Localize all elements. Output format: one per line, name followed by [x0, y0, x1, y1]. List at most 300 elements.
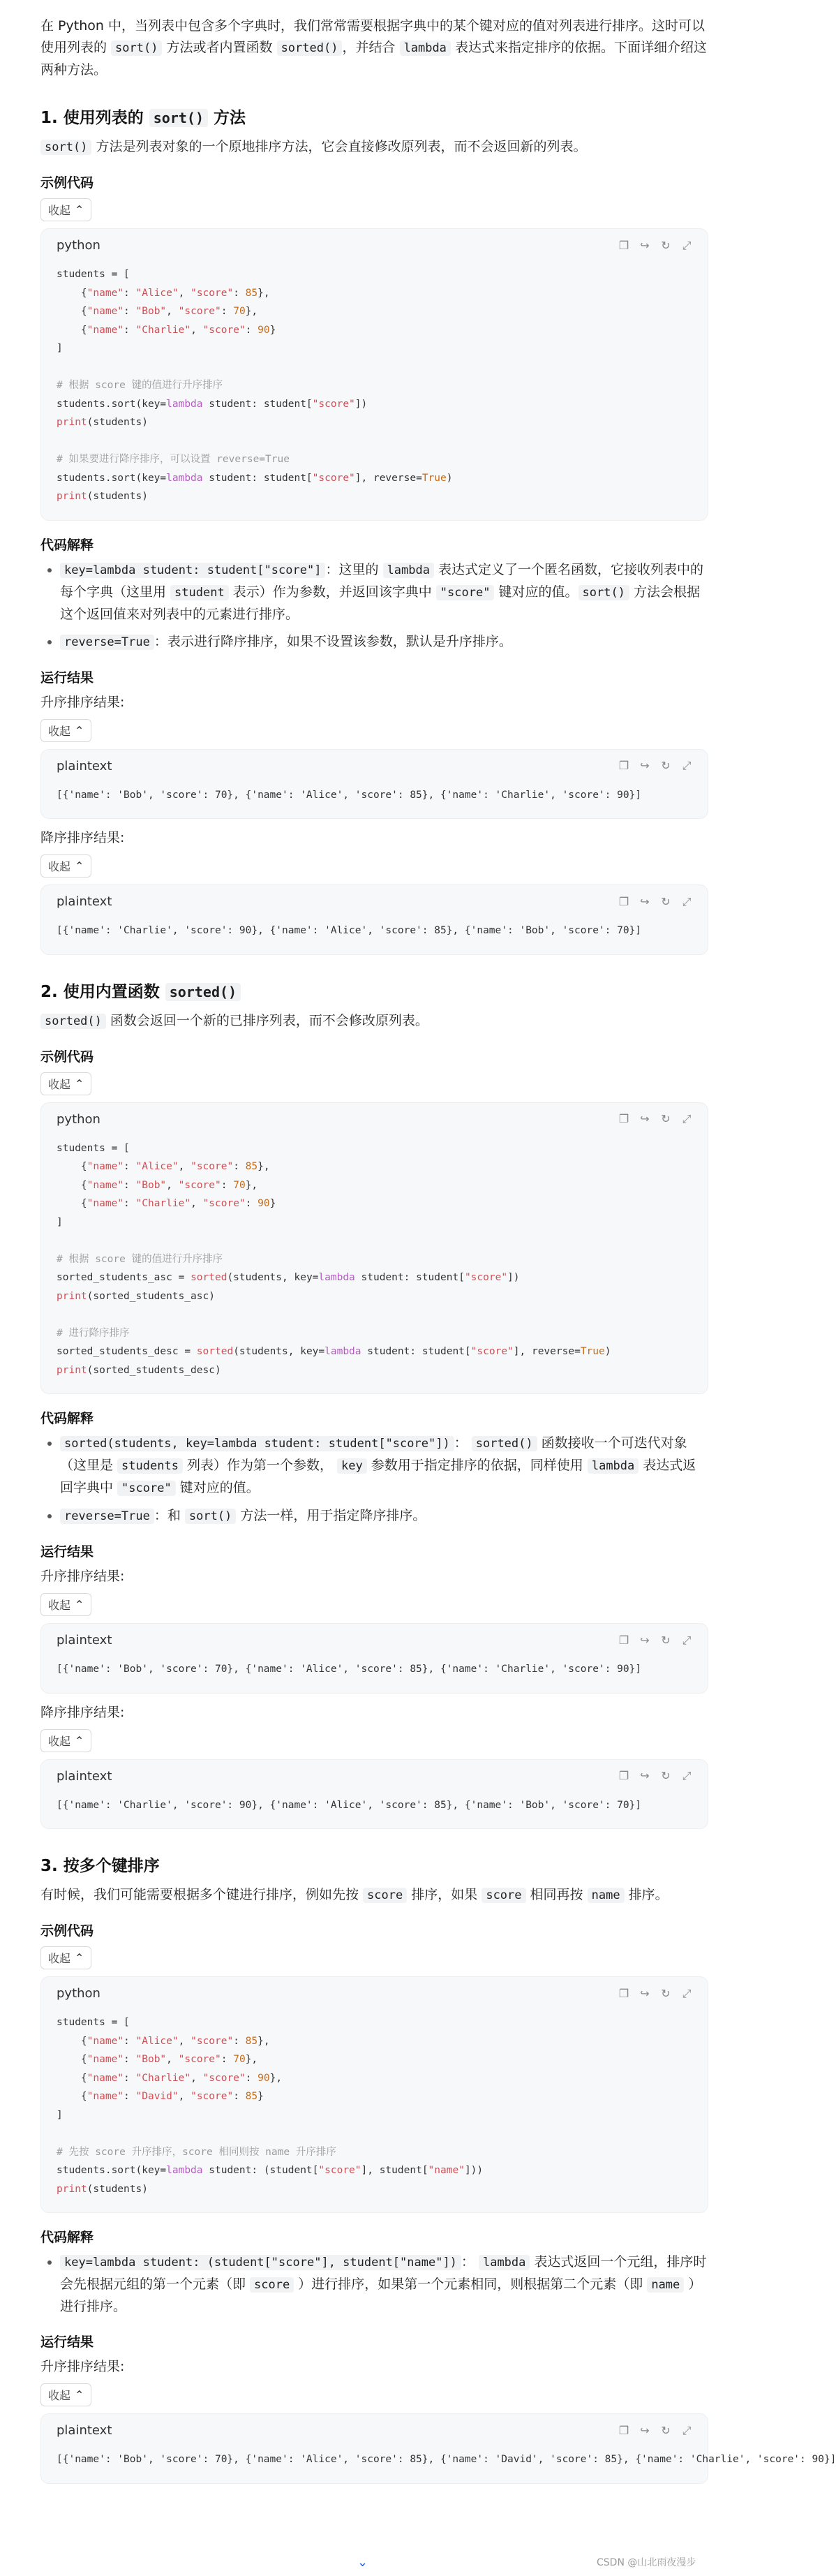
code-token: "score" — [318, 2165, 361, 2176]
output-line: [{'name': 'Bob', 'score': 70}, {'name': 'Alice', 'score': 85}, {'name': 'Charlie', 'score': 90}] — [57, 789, 642, 801]
code-line — [57, 2161, 692, 2180]
code-token: : — [245, 2072, 258, 2084]
collapse-label: 收起 — [48, 1077, 71, 1091]
inline-code: sorted() — [277, 40, 343, 56]
code-token: , — [178, 1161, 191, 1172]
code-token: }, — [257, 2035, 270, 2047]
code-token: : — [124, 2054, 136, 2065]
code-token: "score" — [178, 1179, 221, 1191]
code-line — [57, 358, 692, 377]
inline-code: sort() — [149, 109, 208, 127]
code-token: : — [245, 1198, 258, 1209]
code-content — [41, 1130, 708, 1394]
code-line — [57, 2143, 692, 2162]
code-token: : — [124, 1161, 136, 1172]
code-token: print — [57, 491, 87, 502]
run-icon[interactable]: ↻ — [661, 238, 671, 252]
text-run: 函数接收一个可迭代对象（这里是 — [60, 1435, 687, 1473]
code-token: "name" — [87, 1198, 124, 1209]
code-token: sorted — [191, 1272, 227, 1283]
collapse-button[interactable] — [40, 198, 91, 221]
code-token: ])) — [464, 2165, 484, 2176]
code-token: , — [191, 2072, 203, 2084]
code-line — [57, 450, 692, 469]
code-token: "score" — [202, 324, 246, 336]
chevron-up-icon: ⌃ — [75, 2388, 84, 2401]
text-run: ）进行排序。 — [60, 2277, 702, 2314]
code-token: 70 — [233, 2054, 246, 2065]
explain-item — [60, 1433, 708, 1500]
code-token: : — [221, 1179, 234, 1191]
code-token: }, — [269, 2072, 283, 2084]
code-token: "name" — [87, 324, 124, 336]
code-tools — [618, 1112, 692, 1126]
code-line — [57, 1176, 692, 1195]
code-token: : — [221, 2054, 234, 2065]
code-token: True — [421, 472, 447, 484]
code-line — [57, 2106, 692, 2125]
inline-code: student — [170, 585, 229, 600]
collapse-row — [40, 1945, 708, 1976]
text-run: 键对应的值。 — [175, 1480, 260, 1495]
insert-icon[interactable]: ↪ — [640, 238, 650, 252]
code-token: : — [124, 1179, 136, 1191]
code-token: print — [57, 1290, 87, 1302]
output-line: [{'name': 'Charlie', 'score': 90}, {'name': 'Alice', 'score': 85}, {'name': 'Bob', 'score': 70}] — [57, 1799, 642, 1811]
run-icon[interactable]: ↻ — [661, 1112, 671, 1125]
collapse-row — [40, 853, 708, 884]
code-language: plaintext — [57, 2423, 112, 2438]
collapse-label: 收起 — [48, 2389, 71, 2402]
collapse-label: 收起 — [48, 1599, 71, 1612]
collapse-button[interactable] — [40, 1593, 91, 1616]
explain-list — [40, 2251, 708, 2318]
run-icon[interactable]: ↻ — [661, 1769, 671, 1782]
text-run: 方法或者内置函数 — [162, 40, 277, 55]
code-token: : — [124, 1198, 136, 1209]
code-token: 85 — [245, 2091, 258, 2102]
insert-icon[interactable]: ↪ — [640, 1633, 650, 1647]
text-run: ：和 — [154, 1508, 185, 1523]
copy-icon[interactable]: ❐ — [618, 894, 629, 908]
code-tools — [618, 1769, 692, 1783]
explain-heading: 代码解释 — [40, 1411, 94, 1426]
code-token: # 根据 score 键的值进行升序排序 — [57, 380, 223, 391]
code-token: ]) — [354, 398, 368, 410]
code-language: plaintext — [57, 1768, 112, 1784]
code-line — [57, 2124, 692, 2143]
text-run: 方法是列表对象的一个原地排序方法，它会直接修改原列表，而不会返回新的列表。 — [91, 139, 587, 154]
code-token: "score" — [191, 1161, 234, 1172]
collapse-label: 收起 — [48, 860, 71, 873]
output-line: [{'name': 'Charlie', 'score': 90}, {'name': 'Alice', 'score': 85}, {'name': 'Bob', 'score': 70}] — [57, 925, 642, 936]
code-token: { — [57, 287, 87, 299]
code-token: "score" — [202, 1198, 246, 1209]
explain-heading: 代码解释 — [40, 537, 94, 553]
output-line: [{'name': 'Bob', 'score': 70}, {'name': 'Alice', 'score': 85}, {'name': 'Charlie', 'score': 90}] — [57, 1664, 642, 1675]
desc-label: 降序排序结果: — [40, 1704, 125, 1720]
code-line — [57, 2032, 692, 2051]
code-token: "Alice" — [135, 1161, 179, 1172]
code-token: : — [233, 2091, 246, 2102]
text-run: 在 Python 中，当列表中包含多个字典时，我们常常需要根据字典中的某个键对应的值对列表进行排序。这时可以使用列表的 — [40, 18, 705, 55]
code-token: ] — [57, 1216, 63, 1228]
inline-code: "score" — [436, 585, 495, 600]
code-token: 90 — [257, 324, 270, 336]
code-content — [41, 1650, 708, 1693]
asc-label: 升序排序结果: — [40, 694, 125, 710]
code-token: "name" — [87, 2072, 124, 2084]
code-token: lambda — [166, 398, 203, 410]
sections-container — [40, 105, 836, 2484]
code-line — [57, 2180, 692, 2199]
code-line — [57, 302, 692, 321]
text-run: 函数会返回一个新的已排序列表，而不会修改原列表。 — [105, 1012, 428, 1028]
run-icon[interactable]: ↻ — [661, 894, 671, 908]
code-block — [40, 749, 708, 820]
code-token: ] — [57, 2109, 63, 2121]
code-token: "name" — [87, 1179, 124, 1191]
collapse-button[interactable] — [40, 1946, 91, 1969]
inline-code: score — [250, 2277, 294, 2293]
code-tools — [618, 2424, 692, 2438]
code-token: } — [257, 2091, 264, 2102]
text-run: 排序，如果 — [407, 1887, 482, 1902]
chevron-up-icon: ⌃ — [75, 1076, 84, 1090]
code-token: "score" — [312, 398, 355, 410]
insert-icon[interactable]: ↪ — [640, 2423, 650, 2437]
code-block-header — [41, 1760, 708, 1786]
text-run: 表达式来指定排序的依据。下面详细介绍这两种方法。 — [40, 40, 707, 77]
code-token: sorted_students_asc = — [57, 1272, 191, 1283]
collapse-row — [40, 1592, 708, 1623]
collapse-button[interactable] — [40, 719, 91, 742]
code-token: lambda — [166, 472, 203, 484]
expand-icon[interactable]: ⤢ — [682, 2423, 692, 2437]
text-run: 有时候，我们可能需要根据多个键进行排序，例如先按 — [40, 1887, 364, 1902]
code-block — [40, 884, 708, 955]
collapse-label: 收起 — [48, 1734, 71, 1748]
code-token: { — [57, 1198, 87, 1209]
expand-icon[interactable]: ⤢ — [682, 1112, 692, 1125]
code-token: , — [166, 2054, 179, 2065]
code-token: sorted — [196, 1346, 234, 1357]
code-token: : — [233, 2035, 246, 2047]
code-line — [57, 487, 692, 506]
code-token: "David" — [135, 2091, 179, 2102]
collapse-row — [40, 197, 708, 228]
collapse-row — [40, 718, 708, 749]
code-token: : — [221, 306, 234, 317]
code-token: { — [57, 324, 87, 336]
code-language: python — [57, 238, 100, 253]
insert-icon[interactable]: ↪ — [640, 1986, 650, 2000]
code-token: "name" — [87, 287, 124, 299]
chevron-up-icon: ⌃ — [75, 203, 84, 216]
chevron-down-icon[interactable]: ⌄ — [357, 2555, 368, 2570]
text-run: ，并结合 — [342, 40, 400, 55]
code-token: }, — [257, 287, 270, 299]
text-run: 方法一样，用于指定降序排序。 — [236, 1508, 426, 1523]
code-token: print — [57, 1364, 87, 1376]
code-block — [40, 1759, 708, 1830]
code-language: plaintext — [57, 758, 112, 773]
collapse-button[interactable] — [40, 1072, 91, 1095]
copy-icon[interactable]: ❐ — [618, 2423, 629, 2437]
collapse-button[interactable] — [40, 1729, 91, 1752]
code-line — [57, 413, 692, 432]
code-content — [41, 256, 708, 520]
code-block-header — [41, 2414, 708, 2441]
code-token: { — [57, 2054, 87, 2065]
inline-code: name — [647, 2277, 684, 2293]
code-token: 85 — [245, 287, 258, 299]
code-token: (sorted_students_desc) — [87, 1364, 221, 1376]
expand-icon[interactable]: ⤢ — [682, 238, 692, 252]
code-token: "Bob" — [135, 2054, 167, 2065]
text-run: 参数用于指定排序的依据，同样使用 — [366, 1458, 588, 1473]
code-token: "score" — [470, 1346, 514, 1357]
asc-label: 升序排序结果: — [40, 1569, 125, 1584]
expand-icon[interactable]: ⤢ — [682, 759, 692, 772]
code-block — [40, 1102, 708, 1395]
result-heading: 运行结果 — [40, 669, 94, 686]
expand-icon[interactable]: ⤢ — [682, 1633, 692, 1647]
code-token: "name" — [428, 2165, 465, 2176]
code-token: , — [166, 306, 179, 317]
code-token: (students) — [87, 491, 148, 502]
code-tools — [618, 1634, 692, 1648]
insert-icon[interactable]: ↪ — [640, 1112, 650, 1125]
code-line — [57, 1231, 692, 1250]
explain-list — [40, 559, 708, 653]
inline-code: lambda — [400, 40, 451, 56]
text-run: ： — [454, 1435, 472, 1451]
expand-icon[interactable]: ⤢ — [682, 894, 692, 908]
collapse-label: 收起 — [48, 724, 71, 738]
code-token: "Alice" — [135, 287, 179, 299]
collapse-button[interactable] — [40, 854, 91, 878]
code-line — [57, 376, 692, 395]
code-token: , — [178, 2091, 191, 2102]
code-token: True — [580, 1346, 605, 1357]
copy-icon[interactable]: ❐ — [618, 1986, 629, 2000]
code-token: ) — [446, 472, 453, 484]
code-token: (students) — [87, 2183, 148, 2195]
section-description — [40, 1884, 708, 1907]
code-token: lambda — [324, 1346, 361, 1357]
collapse-row — [40, 1071, 708, 1102]
chevron-up-icon: ⌃ — [75, 723, 84, 737]
code-token: student: student[ — [361, 1346, 471, 1357]
inline-code: lambda — [383, 563, 434, 578]
code-token: students = [ — [57, 269, 130, 280]
copy-icon[interactable]: ❐ — [618, 759, 629, 772]
code-line — [57, 2050, 692, 2069]
code-token: # 进行降序排序 — [57, 1327, 130, 1339]
code-token: 85 — [245, 1161, 258, 1172]
explain-item — [60, 559, 708, 626]
result-heading: 运行结果 — [40, 1544, 94, 1560]
code-token: "Charlie" — [135, 2072, 191, 2084]
copy-icon[interactable]: ❐ — [618, 238, 629, 252]
code-token: : — [124, 287, 136, 299]
text-run: 表达式定义了一个匿名函数，它接收列表中的每个字典（这里用 — [60, 561, 703, 600]
code-block-header — [41, 750, 708, 776]
code-line — [57, 321, 692, 340]
inline-code: students — [117, 1458, 183, 1474]
code-token: { — [57, 1179, 87, 1191]
explain-list — [40, 1433, 708, 1527]
code-token: student: student[ — [354, 1272, 465, 1283]
code-token: "score" — [191, 2035, 234, 2047]
code-line — [57, 1250, 692, 1269]
code-tools — [618, 239, 692, 253]
section-title — [40, 1853, 708, 1876]
expand-icon[interactable]: ⤢ — [682, 1769, 692, 1782]
code-token: "score" — [202, 2072, 246, 2084]
inline-code: reverse=True — [60, 1509, 154, 1524]
inline-code: sorted(students, key=lambda student: student["score"]) — [60, 1436, 454, 1451]
chevron-up-icon: ⌃ — [75, 1598, 84, 1611]
copy-icon[interactable]: ❐ — [618, 1769, 629, 1782]
code-token: "score" — [464, 1272, 508, 1283]
code-token: students = [ — [57, 2017, 130, 2028]
code-token: (students, key= — [227, 1272, 319, 1283]
code-token: "score" — [178, 306, 221, 317]
collapse-button[interactable] — [40, 2383, 91, 2406]
explain-item — [60, 2251, 708, 2318]
code-token: "score" — [178, 2054, 221, 2065]
collapse-row — [40, 1728, 708, 1759]
code-token: "score" — [191, 287, 234, 299]
code-token: "Alice" — [135, 2035, 179, 2047]
example-heading: 示例代码 — [40, 1049, 94, 1065]
code-token: student: student[ — [202, 398, 313, 410]
code-token: ], student[ — [361, 2165, 428, 2176]
section-title — [40, 105, 708, 128]
explain-heading: 代码解释 — [40, 2230, 94, 2245]
text-run: ）进行排序，如果第一个元素相同，则根据第二个元素（即 — [294, 2277, 648, 2292]
copy-icon[interactable]: ❐ — [618, 1633, 629, 1647]
explain-item — [60, 631, 708, 653]
code-line — [57, 1287, 692, 1306]
code-language: python — [57, 1111, 100, 1127]
code-token: : — [124, 2091, 136, 2102]
code-line — [57, 1157, 692, 1176]
code-token: : — [124, 324, 136, 336]
inline-code: key — [337, 1458, 367, 1474]
code-token: students = [ — [57, 1142, 130, 1154]
code-line — [57, 2013, 692, 2032]
code-token: , — [178, 287, 191, 299]
code-token: student: (student[ — [202, 2165, 319, 2176]
code-block — [40, 2413, 836, 2484]
code-token: lambda — [166, 2165, 203, 2176]
watermark: CSDN @山北雨夜漫步 — [597, 2557, 696, 2568]
code-token: { — [57, 2091, 87, 2102]
code-block — [40, 1976, 708, 2213]
text-run: 相同再按 — [525, 1887, 588, 1902]
code-line — [57, 265, 692, 284]
code-token: students.sort(key= — [57, 472, 167, 484]
code-token: , — [191, 324, 203, 336]
intro-paragraph — [40, 15, 708, 81]
result-heading: 运行结果 — [40, 2334, 94, 2350]
expand-icon[interactable]: ⤢ — [682, 1986, 692, 2000]
insert-icon[interactable]: ↪ — [640, 1769, 650, 1782]
code-block — [40, 228, 708, 521]
code-line — [57, 1361, 692, 1380]
code-token: "Charlie" — [135, 1198, 191, 1209]
code-token: ] — [57, 343, 63, 354]
code-line — [57, 469, 692, 488]
code-line — [57, 284, 692, 303]
code-token: "name" — [87, 2035, 124, 2047]
code-token: , — [191, 1198, 203, 1209]
code-content — [41, 2004, 708, 2212]
desc-label: 降序排序结果: — [40, 830, 125, 845]
collapse-label: 收起 — [48, 1952, 71, 1965]
code-token: students.sort(key= — [57, 2165, 167, 2176]
insert-icon[interactable]: ↪ — [640, 759, 650, 772]
code-tools — [618, 1987, 692, 2001]
insert-icon[interactable]: ↪ — [640, 894, 650, 908]
run-icon[interactable]: ↻ — [661, 2423, 671, 2437]
code-token: }, — [245, 306, 258, 317]
code-token: "name" — [87, 306, 124, 317]
text-run: ：这里的 — [325, 561, 383, 577]
code-token: { — [57, 2035, 87, 2047]
output-line: [{'name': 'Bob', 'score': 70}, {'name': 'Alice', 'score': 85}, {'name': 'David', 'score': 85}, {'name': 'Charlie', 'score': 90}] — [57, 2454, 836, 2465]
code-token: ], reverse= — [513, 1346, 581, 1357]
explain-item — [60, 1505, 708, 1527]
code-content — [41, 912, 708, 954]
code-tools — [618, 895, 692, 909]
copy-icon[interactable]: ❐ — [618, 1112, 629, 1125]
chevron-up-icon: ⌃ — [75, 859, 84, 873]
inline-code: "score" — [117, 1481, 176, 1496]
code-content — [41, 1786, 708, 1829]
run-icon[interactable]: ↻ — [661, 759, 671, 772]
code-language: plaintext — [57, 894, 112, 909]
code-token: "Bob" — [135, 306, 167, 317]
code-token: 70 — [233, 1179, 246, 1191]
code-token: students.sort(key= — [57, 398, 167, 410]
inline-code: sort() — [579, 585, 629, 600]
code-line — [57, 395, 692, 414]
code-token: 90 — [257, 1198, 270, 1209]
code-token: print — [57, 2183, 87, 2195]
code-token: , — [166, 1179, 179, 1191]
chevron-up-icon: ⌃ — [75, 1951, 84, 1964]
code-token: } — [269, 1198, 276, 1209]
example-heading: 示例代码 — [40, 1923, 94, 1939]
run-icon[interactable]: ↻ — [661, 1633, 671, 1647]
inline-code: lambda — [479, 2255, 530, 2270]
text-run: 列表）作为第一个参数， — [182, 1458, 338, 1473]
code-line — [57, 1213, 692, 1232]
text-run: ： — [461, 2254, 479, 2270]
example-heading: 示例代码 — [40, 175, 94, 191]
inline-code: sort() — [111, 40, 162, 56]
code-token: 85 — [245, 2035, 258, 2047]
code-token: : — [124, 2072, 136, 2084]
run-icon[interactable]: ↻ — [661, 1986, 671, 2000]
code-token: # 根据 score 键的值进行升序排序 — [57, 1253, 223, 1265]
code-token: (students) — [87, 417, 148, 428]
code-line — [57, 1305, 692, 1324]
